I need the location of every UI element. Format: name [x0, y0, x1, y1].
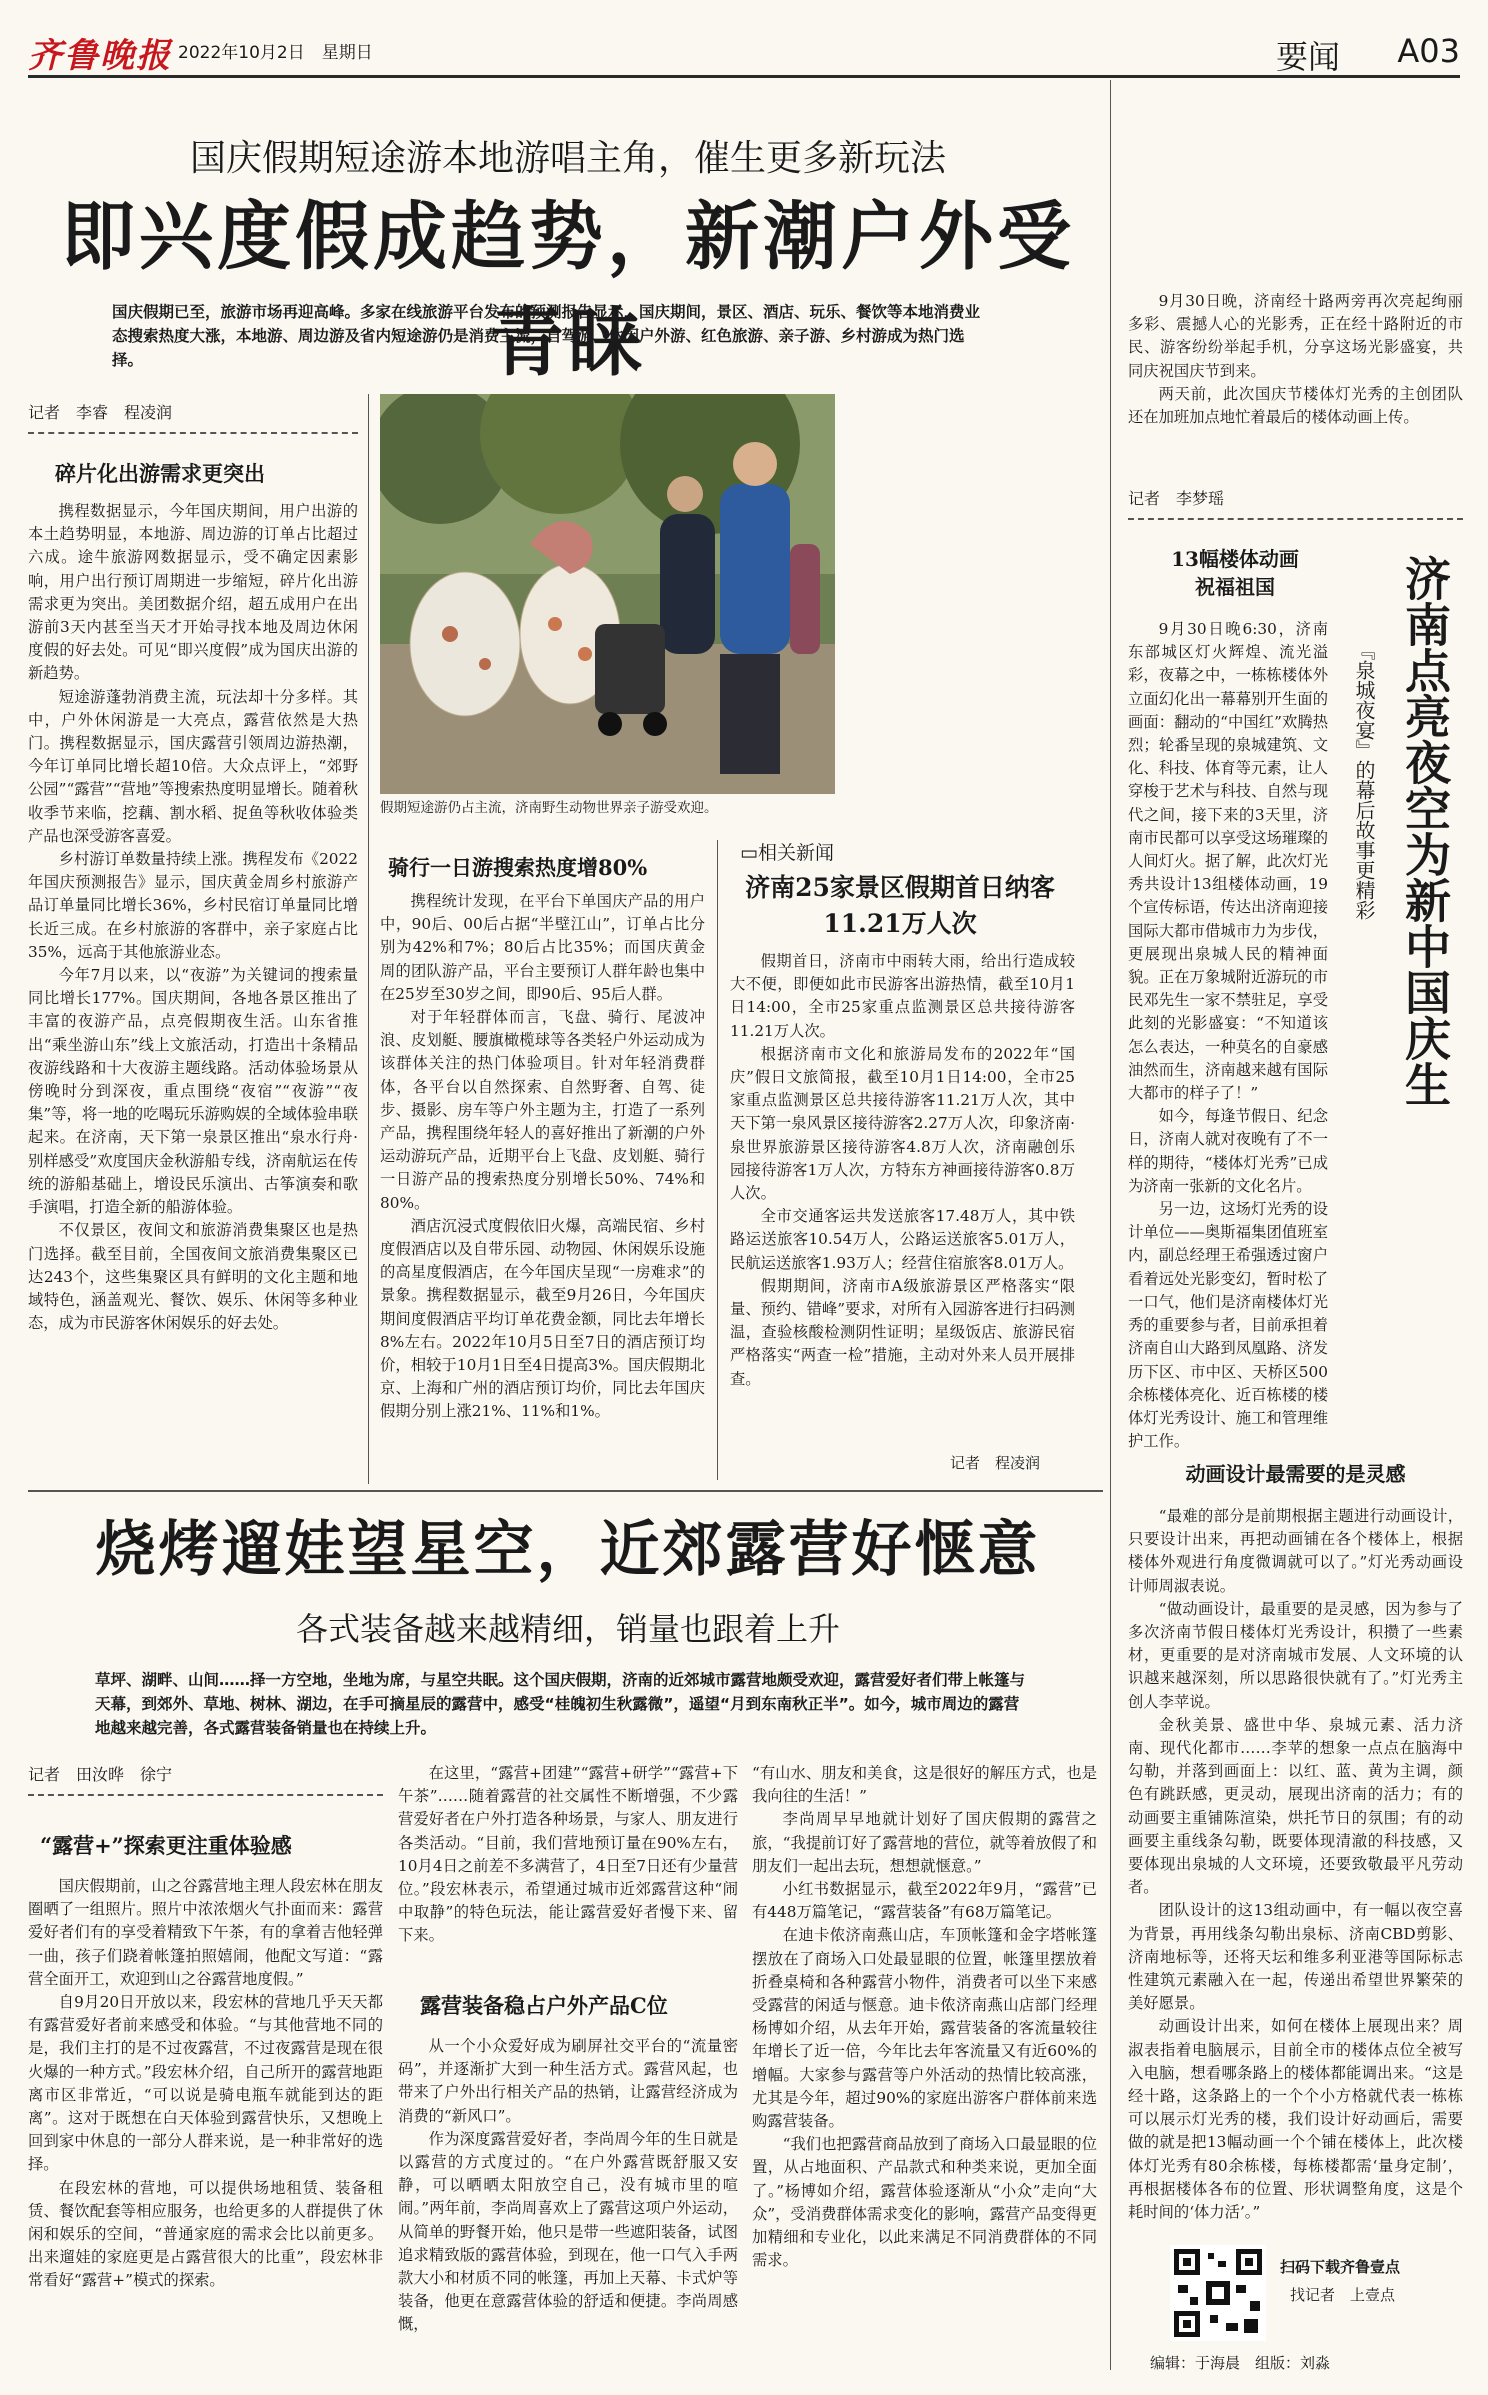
divider [28, 432, 358, 434]
bottom-story-byline: 记者 田汝晔 徐宁 [28, 1765, 173, 1784]
top-story-subheading-1: 碎片化出游需求更突出 [55, 461, 265, 486]
bottom-story-subtitle: 各式装备越来越精细，销量也跟着上升 [295, 1610, 840, 1648]
divider [1128, 518, 1463, 520]
bottom-story-column-3: “有山水、朋友和美食，这是很好的解压方式，也是我向往的生活！” 李尚周早早地就计划好了国庆假期的露营之旅，“我提前订好了露营地的营位，就等着放假了和朋友们一起出去玩，想想就惬意。” 小红书数据显示，截至2022年9月，“露营”已有448万篇笔记，“露营装备”有68万篇笔记。 在迪卡侬济南燕山店，车顶帐篷和金字塔帐篷摆放在了商场入口处最显眼的位置，帐篷里摆放着折叠桌椅和各种露营小物件，消费者可以坐下来感受露营的闲适与惬意。迪卡侬济南燕山店部门经理杨博如介绍，从去年开始，露营装备的客流量较往年增长了近一倍，今年比去年客流量又有近60%的增幅。大家参与露营等户外活动的热情比较高涨，尤其是今年，超过90%的家庭出游客户群体前来选购露营装备。 “我们也把露营商品放到了商场入口最显眼的位置，从占地面积、产品款式和种类来说，更加全面了。”杨博如介绍，露营体验逐渐从“小众”走向“大众”，受消费群体需求变化的影响，露营产品变得更加精细和专业化，以此来满足不同消费群体的不同需求。 [752, 1764, 1097, 2270]
side-story-subheading-2: 动画设计最需要的是灵感 [1185, 1462, 1406, 1486]
top-story-subheading-2: 骑行一日游搜索热度增80% [388, 855, 648, 880]
top-story-column-1: 携程数据显示，今年国庆期间，用户出游的本土趋势明显，本地游、周边游的订单占比超过六成。途牛旅游网数据显示，受不确定因素影响，用户出行预订周期进一步缩短，碎片化出游需求更为突出。美团数据介绍，超五成用户在出游前3天内甚至当天才开始寻找本地及周边休闲度假的好去处。可见“即兴度假”成为国庆出游的新趋势。 短途游蓬勃消费主流，玩法却十分多样。其中，户外休闲游是一大亮点，露营依然是大热门。携程数据显示，国庆露营引领周边游热潮，今年订单同比增长超10倍。大众点评上，“郊野公园”“露营”“营地”等搜索热度明显增长。随着秋收季节来临，挖藕、割水稻、捉鱼等秋收体验类产品也深受游客喜爱。 乡村游订单数量持续上涨。携程发布《2022年国庆预测报告》显示，国庆黄金周乡村旅游产品订单量同比增长36%，乡村民宿订单量同比增长近三成。在乡村旅游的客群中，亲子家庭占比35%，远高于其他旅游业态。 今年7月以来，以“夜游”为关键词的搜索量同比增长177%。国庆期间，各地各景区推出了丰富的夜游产品，点亮假期夜生活。山东省推出“乘坐游山东”线上文旅活动，打造出十条精品夜游线路和十大夜游主题线路。活动体验场景从傍晚时分到深夜，重点围绕“夜宿”“夜游”“夜集”等，将一地的吃喝玩乐游购娱的全域体验串联起来。在济南，天下第一泉景区推出“泉水行舟·别样感受”欢度国庆金秋游船专线，济南航运在传统的游船基础上，增设民乐演出、古筝演奏和歌手演唱，打造全新的船游体验。 不仅景区，夜间文和旅游消费集聚区也是热门选择。截至目前，全国夜间文旅消费集聚区已达243个，这些集聚区具有鲜明的文化主题和地域特色，涵盖观光、餐饮、娱乐、休闲等多种业态，成为市民游客休闲娱乐的好去处。 [28, 502, 358, 1333]
top-story-byline: 记者 李睿 程凌润 [28, 403, 173, 422]
qr-caption: 扫码下载齐鲁壹点 [1280, 2258, 1401, 2276]
photo-caption: 假期短途游仍占主流，济南野生动物世界亲子游受欢迎。 [380, 800, 718, 816]
related-news-title: 济南25家景区假期首日纳客11.21万人次 [745, 873, 1055, 938]
side-story-byline: 记者 李梦瑶 [1128, 489, 1225, 508]
top-story-subtitle: 国庆假期短途游本地游唱主角，催生更多新玩法 [189, 138, 946, 179]
column-rule-vertical [1110, 80, 1111, 2370]
side-story-vertical-title: 济南点亮夜空为新中国庆生 [1398, 555, 1452, 1107]
qr-code[interactable] [1170, 2245, 1266, 2341]
qr-code-icon [1170, 2245, 1266, 2341]
family-photo [380, 394, 835, 794]
page-number: A03 [1397, 32, 1460, 70]
side-story-subheading-1: 13幅楼体动画 祝福祖国 [1171, 547, 1299, 599]
side-story-vertical-subtitle: 『泉城夜宴』的幕后故事更精彩 [1352, 640, 1376, 920]
column-rule [368, 394, 369, 1484]
newspaper-logo: 齐鲁晚报 [28, 36, 172, 76]
section-name: 要闻 [1275, 38, 1340, 76]
box-icon: ▭ [740, 842, 758, 864]
bottom-story-lead: 草坪、湖畔、山间……择一方空地，坐地为席，与星空共眠。这个国庆假期，济南的近郊城市露营地颇受欢迎，露营爱好者们带上帐篷与天幕，到郊外、草地、树林、湖边，在手可摘星辰的露营中，感受“桂魄初生秋露微”，遥望“月到东南秋正半”。如今，城市周边的露营地越来越完善，各式露营装备销量也在持续上升。 [95, 1671, 1026, 1737]
top-story-lead: 国庆假期已至，旅游市场再迎高峰。多家在线旅游平台发布的预测报告显示，国庆期间，景区、酒店、玩乐、餐饮等本地消费业态搜索热度大涨，本地游、周边游及省内短途游仍是消费主流，自驾游、休闲户外游、红色旅游、亲子游、乡村游成为热门选择。 [112, 303, 981, 369]
column-rule [717, 840, 718, 1480]
bottom-story-headline: 烧烤遛娃望星空，近郊露营好惬意 [95, 1515, 1041, 1585]
side-story-column-b: “最难的部分是前期根据主题进行动画设计，只要设计出来，再把动画铺在各个楼体上，根据楼体外观进行角度微调就可以了。”灯光秀动画设计师周淑表说。 “做动画设计，最重要的是灵感，因为参与了多次济南节假日楼体灯光秀设计，积攒了一些素材，更重要的是对济南城市发展、人文环境的认识越来越深刻，所以思路很快就有了。”灯光秀主创人李苹说。 金秋美景、盛世中华、泉城元素、活力济南、现代化都市……李苹的想象一点点在脑海中勾勒，并落到画面上：以红、蓝、黄为主调，颜色有跳跃感，更灵动，展现出济南的活力；有的动画要主重铺陈渲染，烘托节日的氛围；有的动画要主重线条勾勒，既要体现清澈的科技感，又要体现出泉城的人文环境，还要致敬最平凡劳动者。 团队设计的这13组动画中，有一幅以夜空喜为背景，再用线条勾勒出泉标、济南CBD剪影、济南地标等，还将天坛和维多利亚港等国际标志性建筑元素融入在一起，传递出希望世界繁荣的美好愿景。 动画设计出来，如何在楼体上展现出来？周淑表指着电脑展示，目前全市的楼体点位全被写入电脑，想看哪条路上的楼体都能调出来。“这是经十路，这条路上的一个个小方格就代表一栋栋可以展示灯光秀的楼，我们设计好动画后，需要做的就是把13幅动画一个个铺在楼体上，此次楼体灯光秀有80余栋楼，每栋楼都需‘量身定制’，再根据楼体各布的位置、形状调整角度，这是个耗时间的‘体力活’。” [1128, 1507, 1463, 2222]
side-story-column-a: 9月30日晚6:30，济南东部城区灯火辉煌、流光溢彩，夜幕之中，一栋栋楼体外立面幻化出一幕幕别开生面的画面：翻动的“中国红”欢腾热烈；轮番呈现的泉城建筑、文化、科技、体育等元素，让人穿梭于艺术与科技、自然与现代之间，接下来的3天里，济南市民都可以享受这场璀璨的人间灯火。据了解，此次灯光秀共设计13组楼体动画，19个宣传标语，传达出济南迎接国际大都市借城市力为步伐，更展现出泉城人民的精神面貌。正在万象城附近游玩的市民邓先生一家不禁驻足，享受此刻的光影盛宴：“不知道该怎么表达，一种莫名的自豪感油然而生，济南越来越有国际大都市的样子了！” 如今，每逢节假日、纪念日，济南人就对夜晚有了不一样的期待，“楼体灯光秀”已成为济南一张新的文化名片。 另一边，这场灯光秀的设计单位——奥斯福集团值班室内，副总经理王希强透过窗户看着远处光影变幻，暂时松了一口气，他们是济南楼体灯光秀的重要参与者，目前承担着济南自山大路到凤凰路、济发历下区、市中区、天桥区500余栋楼体亮化、近百栋楼的楼体灯光秀设计、施工和管理维护工作。 [1128, 620, 1328, 1451]
bottom-story-subheading-2: 露营装备稳占户外产品C位 [420, 1993, 668, 2018]
related-news-column: 假期首日，济南市中雨转大雨，给出行造成较大不便，即便如此市民游客出游热情，截至10月1日14:00，全市25家重点监测景区总共接待游客11.21万人次。 根据济南市文化和旅游局发布的2022年“国庆”假日文旅简报，截至10月1日14:00，全市25家重点监测景区总共接待游客11.21万人次，其中天下第一泉风景区接待游客2.27万人次，印象济南·泉世界旅游景区接待游客4.8万人次，济南融创乐园接待游客1万人次，方特东方神画接待游客0.8万人次。 全市交通客运共发送旅客17.48万人，其中铁路运送旅客10.54万人，公路运送旅客5.01万人，民航运送旅客1.93万人；经营住宿旅客8.01万人。 假期期间，济南市A级旅游景区严格落实“限量、预约、错峰”要求，对所有入园游客进行扫码测温，查验核酸检测阴性证明；星级饭店、旅游民宿严格落实“两查一检”措施，主动对外来人员开展排查。 [730, 952, 1075, 1388]
top-story-headline: 即兴度假成趋势，新潮户外受青睐 [61, 194, 1075, 386]
bottom-story-column-2: 在这里，“露营+团建”“露营+研学”“露营+下午茶”……随着露营的社交属性不断增强，不少露营爱好者在户外打造各种场景，与家人、朋友进行各类活动。“目前，我们营地预订量在90%左右，10月4日之前差不多满营了，4日至7日还有少量营位。”段宏林表示，希望通过城市近郊露营这种“闹中取静”的特色玩法，能让露营爱好者慢下来、留下来。 [398, 1764, 738, 1945]
bottom-story-column-1: 国庆假期前，山之谷露营地主理人段宏林在朋友圈晒了一组照片。照片中浓浓烟火气扑面而来：露营爱好者们有的享受着精致下午茶，有的拿着吉他轻弹一曲，孩子们跷着帐篷拍照嬉闹，他配文写道：“露营全面开工，欢迎到山之谷露营地度假。” 自9月20日开放以来，段宏林的营地几乎天天都有露营爱好者前来感受和体验。“与其他营地不同的是，我们主打的是不过夜露营，不过夜露营是现在很火爆的一种方式。”段宏林介绍，自己所开的露营地距离市区非常近，“可以说是骑电瓶车就能到达的距离”。这对于既想在白天体验到露营快乐，又想晚上回到家中休息的一部分人群来说，是一种非常好的选择。 在段宏林的营地，可以提供场地租赁、装备租赁、餐饮配套等相应服务，也给更多的人群提供了休闲和娱乐的空间，“普通家庭的需求会比以前更多。出来遛娃的家庭更是占露营很大的比重”，段宏林非常看好“露营+”模式的探索。 [28, 1877, 383, 2290]
issue-date: 2022年10月2日 星期日 [178, 43, 373, 63]
qr-caption-2: 找记者 上壹点 [1290, 2286, 1396, 2304]
section-divider [28, 1490, 1103, 1492]
dinosaur-egg-scene [380, 394, 835, 794]
editor-credit: 编辑：于海晨 组版：刘淼 [1150, 2354, 1331, 2372]
related-news-label: ▭相关新闻 [740, 842, 834, 864]
top-story-column-2: 携程统计发现，在平台下单国庆产品的用户中，90后、00后占据“半壁江山”，订单占比分别为42%和7%；80后占比35%；而国庆黄金周的团队游产品，平台主要预订人群年龄也集中在25岁至30岁之间，即90后、95后人群。 对于年轻群体而言，飞盘、骑行、尾波冲浪、皮划艇、腰旗橄榄球等各类轻户外运动成为该群体关注的热门体验项目。针对年轻消费群体，各平台以自然探索、自然野奢、自驾、徒步、摄影、房车等户外主题为主，打造了一系列产品，携程围绕年轻人的喜好推出了新潮的户外运动游玩产品，近期平台上飞盘、皮划艇、骑行一日游产品的搜索热度分别增长50%、74%和80%。 酒店沉浸式度假依旧火爆，高端民宿、乡村度假酒店以及自带乐园、动物园、休闲娱乐设施的高星度假酒店，在今年国庆呈现“一房难求”的景象。携程数据显示，截至9月26日，今年国庆期间度假酒店平均订单花费金额，同比去年增长8%左右。2022年10月5日至7日的酒店预订均价，相较于10月1日至4日提高3%。国庆假期北京、上海和广州的酒店预订均价，同比去年国庆假期分别上涨21%、11%和1%。 [380, 892, 705, 1421]
bottom-story-column-2b: 从一个小众爱好成为刷屏社交平台的“流量密码”，并逐渐扩大到一种生活方式。露营风起，也带来了户外出行相关产品的热销，让露营经济成为消费的“新风口”。 作为深度露营爱好者，李尚周今年的生日就是以露营的方式度过的。“在户外露营既舒服又安静，可以晒晒太阳放空自己，没有城市里的喧闹。”两年前，李尚周喜欢上了露营这项户外运动，从简单的野餐开始，他只是带一些遮阳装备，试图追求精致版的露营体验，到现在，他一口气入手两款大小和材质不同的帐篷，再加上天幕、卡式炉等装备，他更在意露营体验的舒适和便捷。李尚周感慨， [398, 2037, 738, 2334]
masthead [28, 28, 1460, 78]
side-story-intro: 9月30日晚，济南经十路两旁再次亮起绚丽多彩、震撼人心的光影秀，正在经十路附近的市民、游客纷纷举起手机，分享这场光影盛宴，共同庆祝国庆节到来。 两天前，此次国庆节楼体灯光秀的主创团队还在加班加点地忙着最后的楼体动画上传。 [1128, 292, 1463, 427]
bottom-story-subheading-1: “露营+”探索更注重体验感 [40, 1833, 292, 1858]
divider [28, 1794, 383, 1796]
related-news-byline: 记者 程凌润 [950, 1454, 1041, 1472]
